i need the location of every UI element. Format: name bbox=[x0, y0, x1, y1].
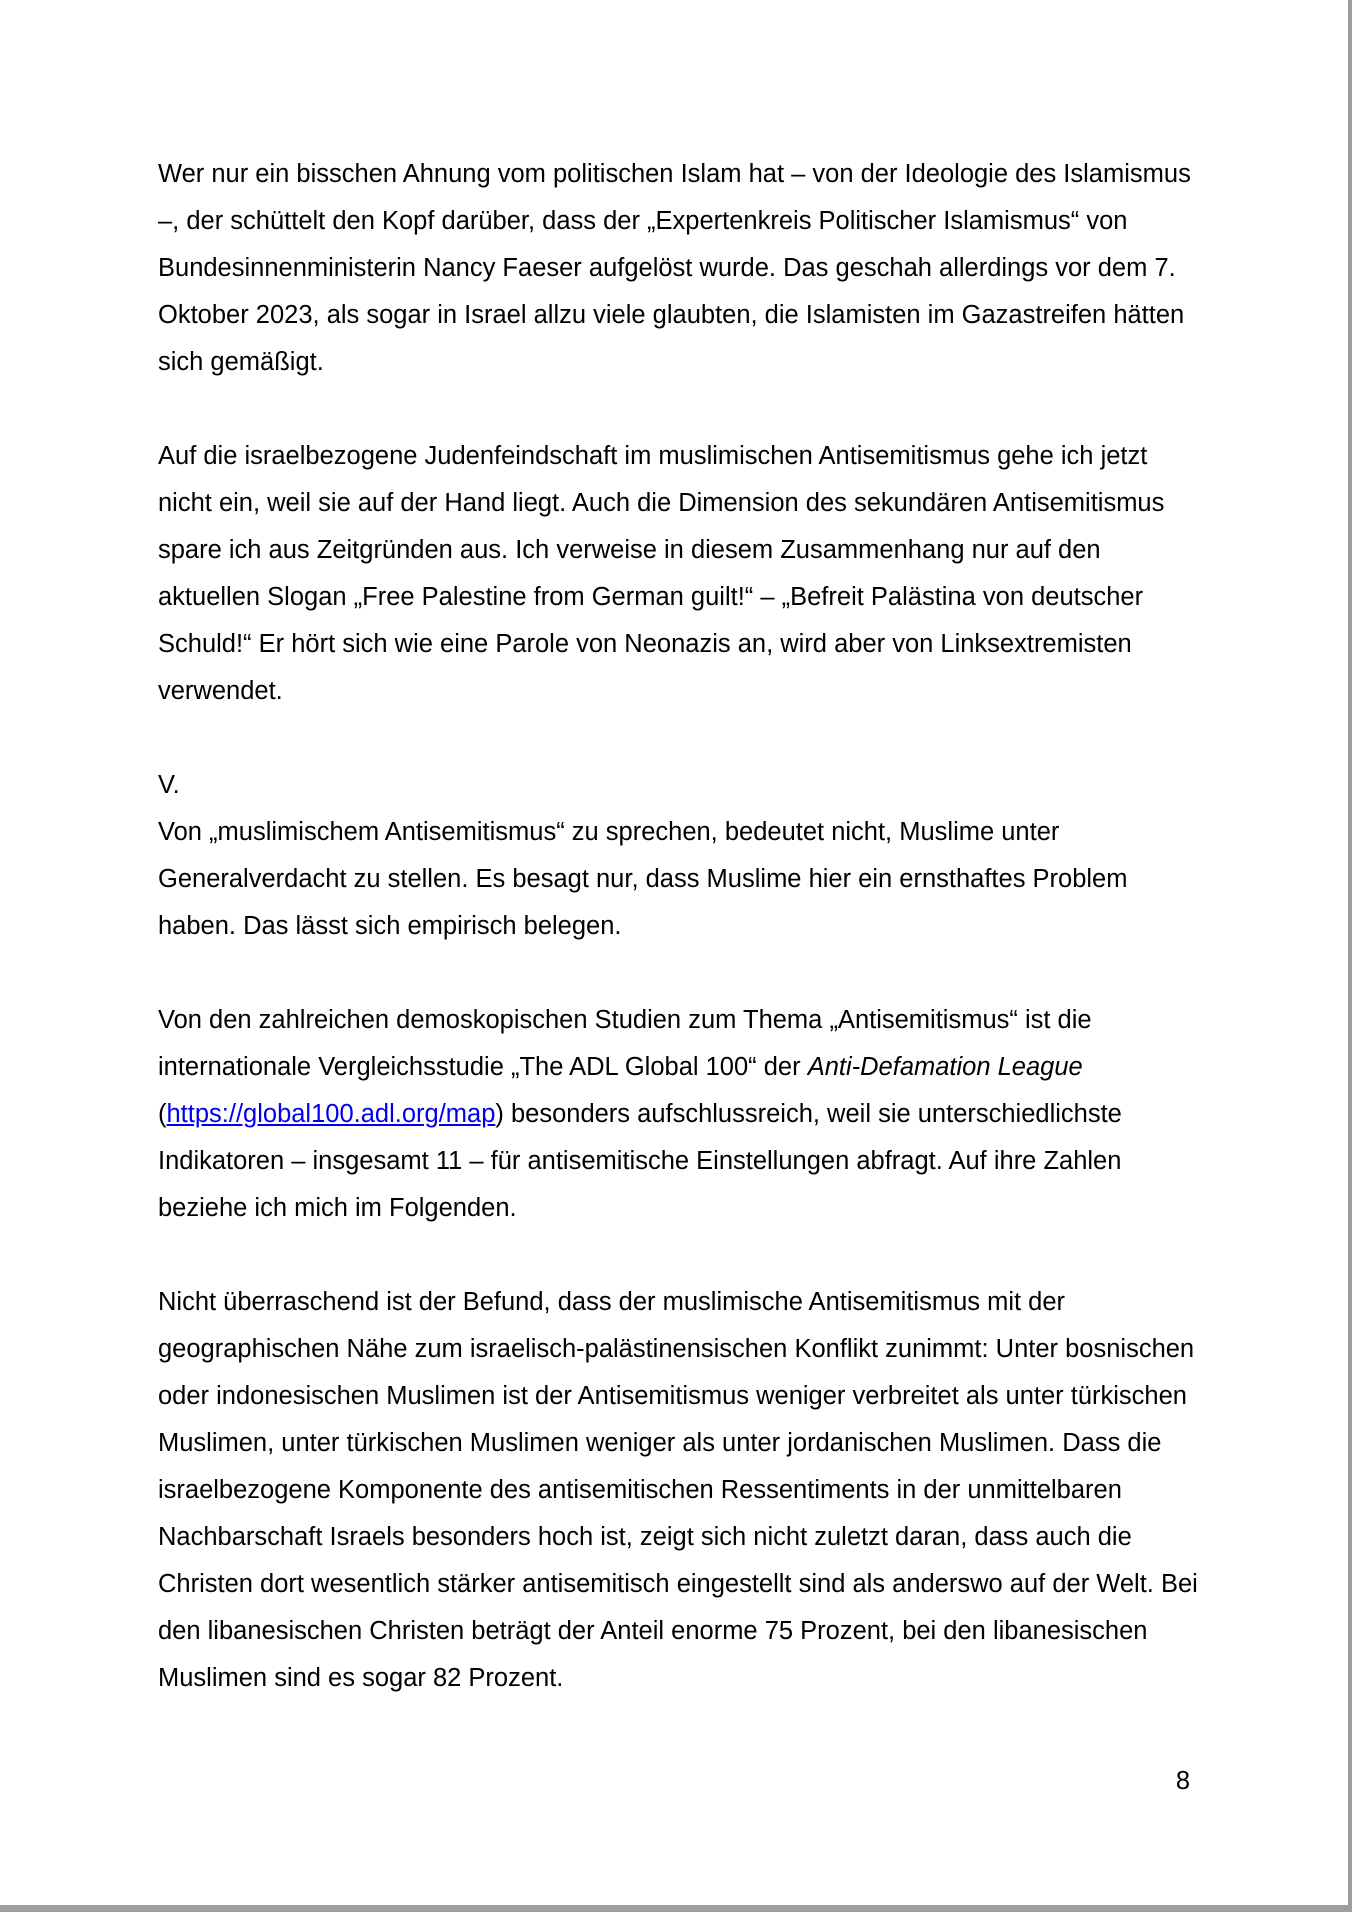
paragraph-islamismus-expertenkreis: Wer nur ein bisschen Ahnung vom politischen Islam hat – von der Ideologie des Islamismus –, der schüttelt den Kopf darüber, dass der „Expertenkreis Politischer Islamismus“ von Bundesinnenministerin Nancy Faeser aufgelöst wurde. Das geschah allerdings vor dem 7. Oktober 2023, als sogar in Israel allzu viele glaubten, die Islamisten im Gazastreifen hätten sich gemäßigt. bbox=[158, 160, 1191, 376]
page-number: 8 bbox=[1175, 1767, 1190, 1795]
adl-text-after: ) besonders aufschlussreich, weil sie unterschiedlichste Indikatoren – insgesamt 11 – für antisemitische Einstellungen abfragt. Auf ihre Zahlen beziehe ich mich im Folgenden. bbox=[158, 1100, 1122, 1222]
adl-text-paren: ( bbox=[158, 1100, 167, 1128]
paragraph-adl-global-100 bbox=[158, 997, 1198, 1232]
paragraph-israelbezogene-judenfeindschaft: Auf die israelbezogene Judenfeindschaft im muslimischen Antisemitismus gehe ich jetzt nicht ein, weil sie auf der Hand liegt. Auch die Dimension des sekundären Antisemitismus spare ich aus Zeitgründen aus. Ich verweise in diesem Zusammenhang nur auf den aktuellen Slogan „Free Palestine from German guilt!“ – „Befreit Palästina von deutscher Schuld!“ Er hört sich wie eine Parole von Neonazis an, wird aber von Linksextremisten verwendet. bbox=[158, 442, 1165, 705]
paragraph-geographische-naehe: Nicht überraschend ist der Befund, dass der muslimische Antisemitismus mit der geographischen Nähe zum israelisch-palästinensischen Konflikt zunimmt: Unter bosnischen oder indonesischen Muslimen ist der Antisemitismus weniger verbreitet als unter türkischen Muslimen, unter türkischen Muslimen weniger als unter jordanischen Muslimen. Dass die israelbezogene Komponente des antisemitischen Ressentiments in der unmittelbaren Nachbarschaft Israels besonders hoch ist, zeigt sich nicht zuletzt daran, dass auch die Christen dort wesentlich stärker antisemitisch eingestellt sind als anderswo auf der Welt. Bei den libanesischen Christen beträgt der Anteil enorme 75 Prozent, bei den libanesischen Muslimen sind es sogar 82 Prozent. bbox=[158, 1288, 1198, 1692]
adl-organization-name: Anti-Defamation League bbox=[807, 1053, 1083, 1081]
adl-map-link[interactable]: https://global100.adl.org/map bbox=[166, 1100, 496, 1128]
section-heading: V. bbox=[158, 771, 180, 799]
paragraph-generalverdacht: Von „muslimischem Antisemitismus“ zu sprechen, bedeutet nicht, Muslime unter Generalverdacht zu stellen. Es besagt nur, dass Muslime hier ein ernsthaftes Problem haben. Das lässt sich empirisch belegen. bbox=[158, 818, 1128, 940]
adl-text-before: Von den zahlreichen demoskopischen Studien zum Thema „Antisemitismus“ ist die internationale Vergleichsstudie „The ADL Global 100“ der bbox=[158, 1006, 1092, 1081]
document-body bbox=[158, 151, 1198, 1702]
